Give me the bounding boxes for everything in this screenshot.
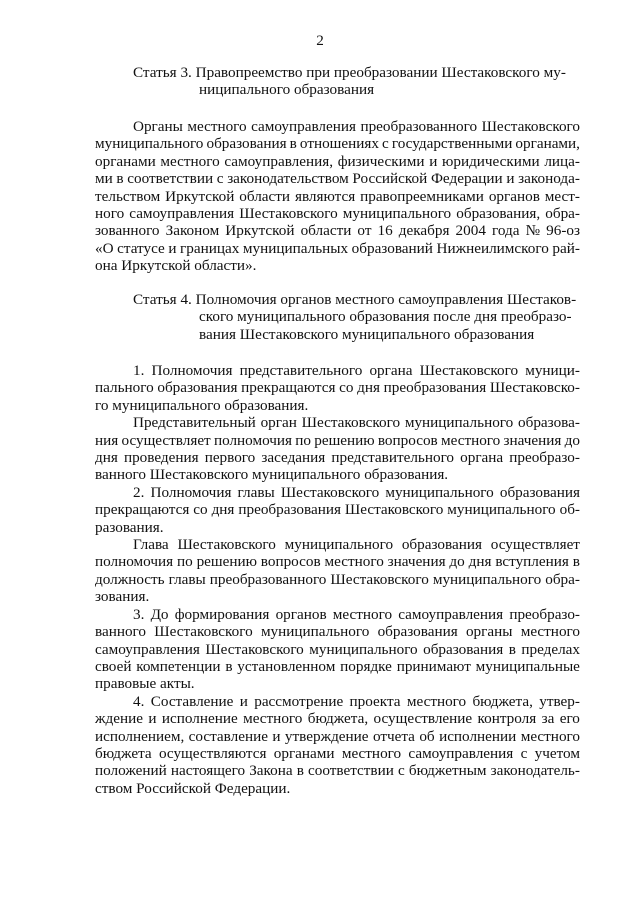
text-line: 4. Составление и рассмотрение проекта местного бюджета, утвер- — [133, 692, 580, 710]
text-line: правовые акты. — [95, 675, 195, 693]
text-line: муниципального образования в отношениях с государственными органами, — [95, 135, 580, 153]
text-line: должность главы преобразованного Шестаковского муниципального обра- — [95, 570, 580, 588]
text-line: ством Российской Федерации. — [95, 779, 291, 797]
text-line: органами местного самоуправления, физическими и юридическими лица- — [95, 152, 580, 170]
text-line: ванного Шестаковского муниципального образования органы местного — [95, 623, 580, 641]
text-line: своей компетенции в установленном порядке принимают муниципальные — [95, 657, 580, 675]
article-4-title-line: Статья 4. Полномочия органов местного самоуправления Шестаков- — [133, 291, 577, 308]
text-line: самоуправления Шестаковского муниципального образования в пределах — [95, 640, 580, 658]
text-line: ного самоуправления Шестаковского муниципального образования, обра- — [95, 205, 580, 223]
text-line: бюджета осуществляются органами местного самоуправления с учетом — [95, 744, 580, 762]
text-line: ждение и исполнение местного бюджета, осуществление контроля за его — [95, 710, 580, 728]
text-line: полномочия по решению вопросов местного значения до дня вступления в — [95, 553, 580, 571]
text-line: разования. — [95, 518, 164, 536]
paragraph — [95, 414, 580, 484]
paragraph — [95, 606, 580, 693]
page-number: 2 — [316, 32, 324, 49]
text-line: Органы местного самоуправления преобразованного Шестаковского — [133, 118, 580, 135]
text-line: зования. — [95, 588, 150, 606]
article-4-title-line: вания Шестаковского муниципального образования — [199, 325, 535, 343]
text-line: «О статусе и границах муниципальных образований Нижнеилимского рай- — [95, 239, 580, 257]
article-4-body — [95, 362, 580, 797]
article-3-title-line: Статья 3. Правопреемство при преобразовании Шестаковского му- — [133, 64, 566, 81]
text-line: исполнением, составление и утверждение отчета об исполнении местного — [95, 727, 580, 745]
text-line: пального образования прекращаются со дня преобразования Шестаковско- — [95, 379, 580, 397]
article-3-paragraph — [95, 118, 580, 275]
text-line: Представительный орган Шестаковского муниципального образова- — [133, 414, 580, 432]
text-line: 1. Полномочия представительного органа Шестаковского муници- — [133, 362, 580, 379]
text-line: 2. Полномочия главы Шестаковского муниципального образования — [133, 483, 580, 501]
article-3-title-line: ниципального образования — [199, 81, 375, 99]
text-line: дня проведения первого заседания представительного органа преобразо- — [95, 449, 580, 467]
article-4-title-line: ского муниципального образования после дня преобразо- — [199, 308, 572, 326]
text-line: прекращаются со дня преобразования Шестаковского муниципального об- — [95, 501, 580, 519]
paragraph — [95, 693, 580, 797]
text-line: тельством Иркутской области являются правопреемниками органов мест- — [95, 187, 580, 205]
text-line: она Иркутской области». — [95, 257, 257, 275]
text-line: ми в соответствии с законодательством Российской Федерации и законода- — [95, 170, 580, 188]
text-line: ванного Шестаковского муниципального образования. — [95, 466, 449, 484]
text-line: зованного Законом Иркутской области от 16 декабря 2004 года № 96-оз — [95, 222, 580, 240]
article-3-title — [133, 64, 573, 99]
text-line: го муниципального образования. — [95, 396, 309, 414]
paragraph — [95, 484, 580, 536]
paragraph — [95, 536, 580, 606]
text-line: Глава Шестаковского муниципального образования осуществляет — [133, 536, 580, 554]
article-4-title — [133, 291, 583, 343]
text-line: положений настоящего Закона в соответствии с бюджетным законодатель- — [95, 762, 580, 780]
text-line: 3. До формирования органов местного самоуправления преобразо- — [133, 605, 580, 623]
paragraph — [95, 362, 580, 414]
text-line: ния осуществляет полномочия по решению вопросов местного значения до — [95, 431, 580, 449]
